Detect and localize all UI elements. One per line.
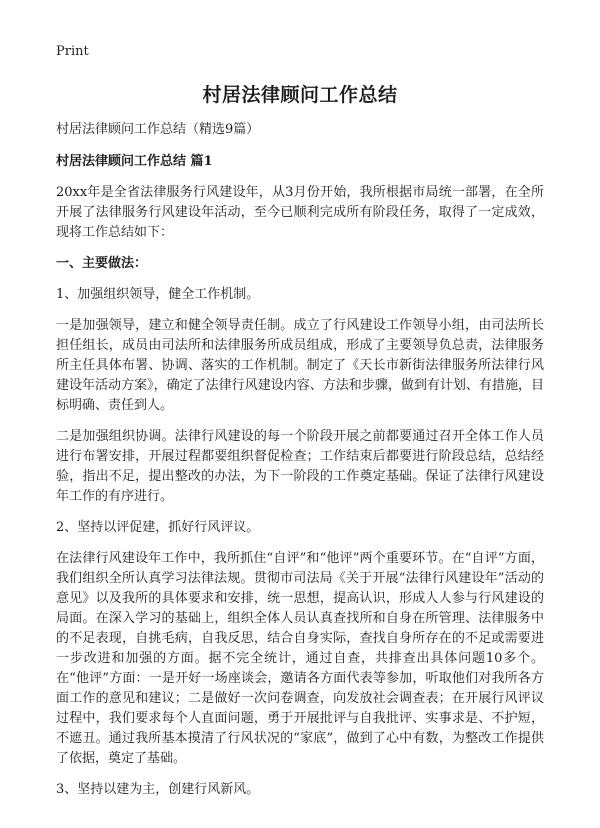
item2-title: 2、坚持以评促建，抓好行风评议。: [56, 520, 260, 535]
print-link[interactable]: Print: [56, 44, 89, 59]
item1-paragraph-1: 一是加强领导，建立和健全领导责任制。成立了行风建设工作领导小组，由司法所长担任组长，成员由司法所和法律服务所成员组成，形成了主要领导负总责，法律服务所主任具体布署、协调、落实的工作机制。制定了《天长市新街法律服务所法律行风建设年活动方案》，确定了法律行风建设内容、方法和步骤，做到有计划、有措施，目标明确、责任到人。: [56, 318, 544, 413]
document-body: [56, 120, 544, 811]
item1-paragraph-2: 二是加强组织协调。法律行风建设的每一个阶段开展之前都要通过召开全体工作人员进行布署安排，开展过程都要组织督促检查；工作结束后都要进行阶段总结，总结经验，指出不足，提出整改的办法，为下一阶段的工作奠定基础。保证了法律行风建设年工作的有序进行。: [56, 429, 544, 504]
document-title: 村居法律顾问工作总结: [202, 84, 398, 106]
main-heading: 一、主要做法：: [56, 256, 148, 271]
item1-title: 1、加强组织领导，健全工作机制。: [56, 287, 260, 302]
intro-paragraph: 20xx年是全省法律服务行风建设年，从3月份开始，我所根据市局统一部署，在全所开展了法律服务行风建设年活动，至今已顺利完成所有阶段任务，取得了一定成效，现将工作总结如下：: [56, 185, 544, 240]
section-heading: 村居法律顾问工作总结 篇1: [56, 154, 213, 169]
item3-title: 3、坚持以建为主，创建行风新风。: [56, 782, 260, 797]
item2-paragraph: 在法律行风建设年工作中，我所抓住“自评”和“他评”两个重要环节。在“自评”方面，我们组织全所认真学习法律法规。贯彻市司法局《关于开展“法律行风建设年”活动的意见》以及我所的具体要求和安排，统一思想，提高认识，形成人人参与行风建设的局面。在深入学习的基础上，组织全体人员认真查找所和自身在所管理、法律服务中的不足表现，自挑毛病，自我反思，结合自身实际，查找自身所存在的不足或需要进一步改进和加强的方面。据不完全统计，通过自查，共排查出具体问题10多个。在“他评”方面：一是开好一场座谈会，邀请各方面代表等参加，听取他们对我所各方面工作的意见和建议；二是做好一次问卷调查，向发放社会调查表；在开展行风评议过程中，我们要求每个人直面问题，勇于开展批评与自我批评、实事求是、不护短，不遮丑。通过我所基本摸清了行风状况的“家底”，做到了心中有数，为整改工作提供了依据，奠定了基础。: [56, 551, 544, 766]
document-subtitle: 村居法律顾问工作总结（精选9篇）: [56, 122, 260, 137]
